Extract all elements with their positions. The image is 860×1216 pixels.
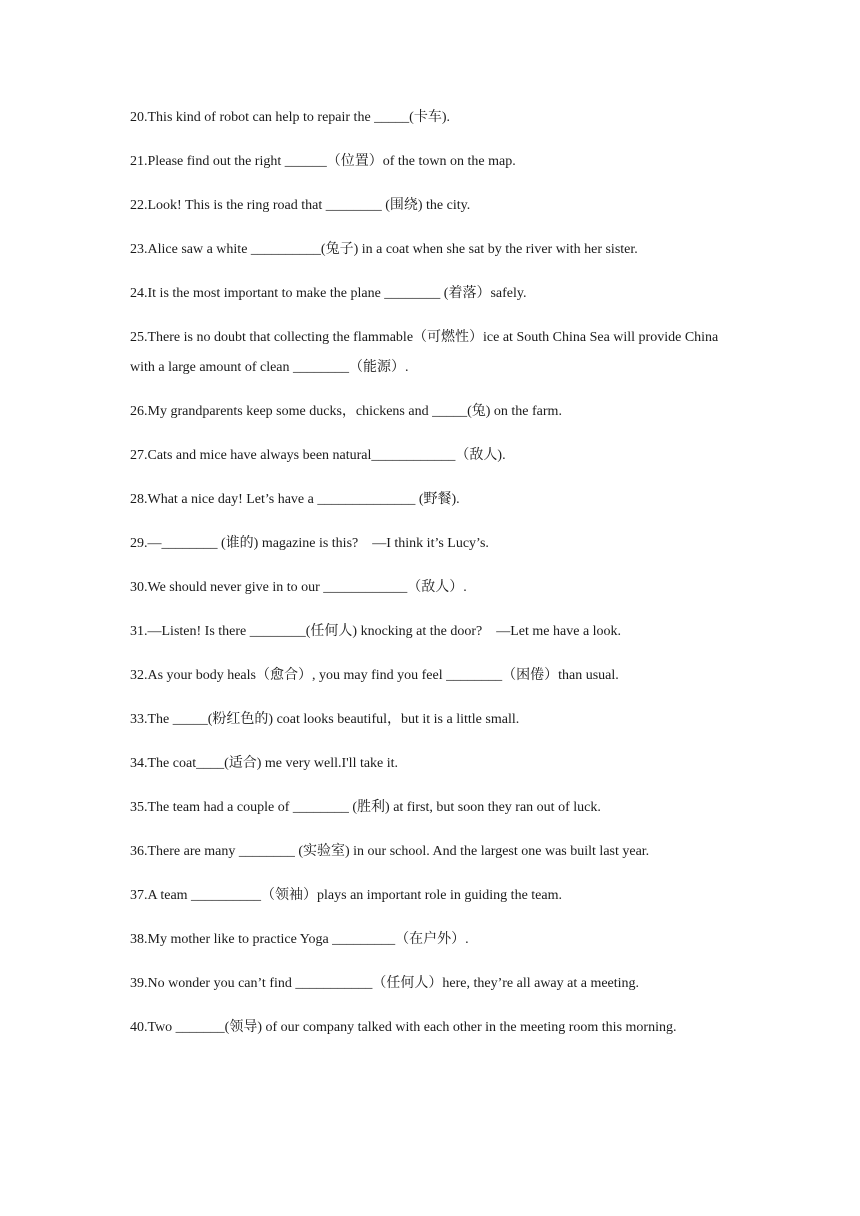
question-23: 23.Alice saw a white __________(兔子) in a coat when she sat by the river with her sister.: [130, 242, 638, 257]
question-29: 29.—________ (谁的) magazine is this? —I think it’s Lucy’s.: [130, 536, 489, 551]
worksheet-page: [130, 103, 740, 1057]
question-26: 26.My grandparents keep some ducks，chickens and _____(兔) on the farm.: [130, 404, 562, 419]
question-33: 33.The _____(粉红色的) coat looks beautiful，but it is a little small.: [130, 712, 520, 727]
question-37: 37.A team __________（领袖）plays an important role in guiding the team.: [130, 888, 562, 903]
question-30: 30.We should never give in to our ____________（敌人）.: [130, 580, 467, 595]
question-39: 39.No wonder you can’t find ___________（任何人）here, they’re all away at a meeting.: [130, 976, 640, 991]
question-40: 40.Two _______(领导) of our company talked with each other in the meeting room this morning.: [130, 1020, 677, 1035]
question-21: 21.Please find out the right ______（位置）of the town on the map.: [130, 154, 516, 169]
question-38: 38.My mother like to practice Yoga _________（在户外）.: [130, 932, 469, 947]
question-28: 28.What a nice day! Let’s have a ______________ (野餐).: [130, 492, 460, 507]
question-35: 35.The team had a couple of ________ (胜利) at first, but soon they ran out of luck.: [130, 800, 601, 815]
question-31: 31.—Listen! Is there ________(任何人) knocking at the door? —Let me have a look.: [130, 624, 622, 639]
question-22: 22.Look! This is the ring road that ________ (围绕) the city.: [130, 198, 471, 213]
question-25: 25.There is no doubt that collecting the flammable（可燃性）ice at South China Sea will provide China with a large amount of clean ________（能源）.: [130, 330, 722, 375]
question-24: 24.It is the most important to make the plane ________ (着落）safely.: [130, 286, 527, 301]
question-32: 32.As your body heals（愈合）, you may find you feel ________（困倦）than usual.: [130, 668, 619, 683]
question-34: 34.The coat____(适合) me very well.I'll take it.: [130, 756, 399, 771]
question-20: 20.This kind of robot can help to repair the _____(卡车).: [130, 110, 450, 125]
question-36: 36.There are many ________ (实验室) in our school. And the largest one was built last year.: [130, 844, 650, 859]
question-27: 27.Cats and mice have always been natural____________（敌人).: [130, 448, 506, 463]
